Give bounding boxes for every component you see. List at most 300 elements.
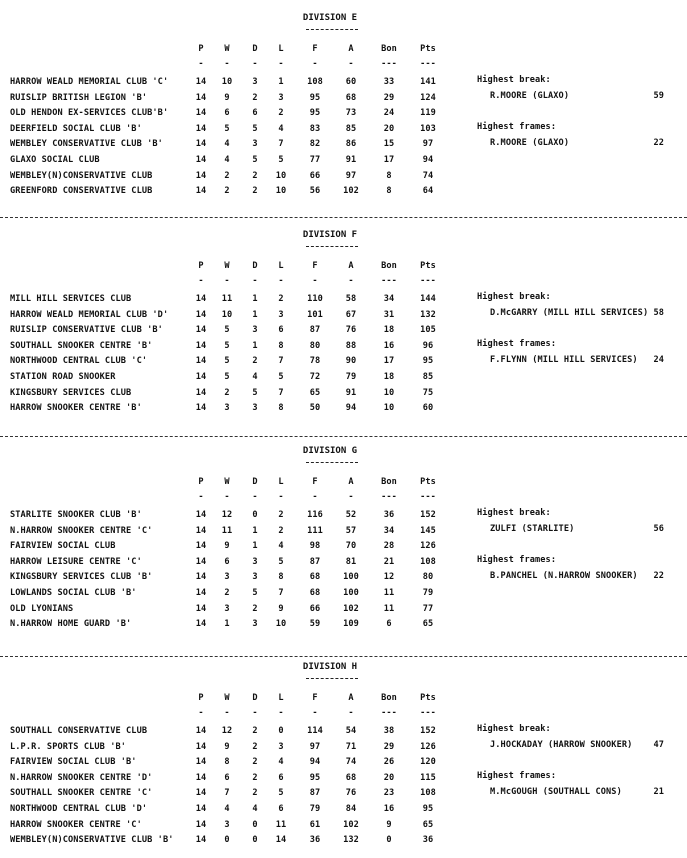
cell-d: 4 xyxy=(252,372,258,382)
cell-bon: 10 xyxy=(383,403,395,414)
cell-bon: 33 xyxy=(383,77,395,87)
cell-w: 1 xyxy=(224,619,230,630)
highest-break-label: Highest break: xyxy=(477,292,551,302)
cell-pts: 108 xyxy=(420,556,436,567)
team-name: WEMBLEY CONSERVATIVE CLUB 'B' xyxy=(10,139,163,150)
cell-w: 10 xyxy=(221,77,233,87)
team-name: HARROW SNOOKER CENTRE 'C' xyxy=(10,819,142,830)
cell-d: 4 xyxy=(252,804,258,814)
team-name: MILL HILL SERVICES CLUB xyxy=(10,294,132,304)
cell-a: 54 xyxy=(345,726,357,736)
cell-w: 4 xyxy=(224,155,230,165)
highest-break-value: 58 xyxy=(653,307,664,318)
column-header-pts: Pts xyxy=(420,44,436,54)
column-header-a: A xyxy=(348,44,354,54)
cell-d: 3 xyxy=(252,556,258,567)
cell-w: 5 xyxy=(224,340,230,351)
cell-l: 2 xyxy=(278,525,284,536)
cell-bon: 23 xyxy=(383,788,395,799)
cell-l: 6 xyxy=(278,325,284,336)
cell-f: 101 xyxy=(307,309,323,320)
cell-p: 14 xyxy=(195,77,207,87)
column-header-dash: - xyxy=(252,708,258,718)
column-header-f: F xyxy=(312,44,318,54)
cell-a: 71 xyxy=(345,741,357,752)
team-name: WEMBLEY(N)CONSERVATIVE CLUB xyxy=(10,170,153,181)
cell-a: 102 xyxy=(343,603,359,614)
cell-f: 110 xyxy=(307,294,323,304)
team-name: L.P.R. SPORTS CLUB 'B' xyxy=(10,741,127,752)
cell-a: 90 xyxy=(345,356,357,367)
cell-p: 14 xyxy=(195,294,207,304)
division-title: DIVISION E xyxy=(302,13,358,23)
cell-pts: 145 xyxy=(420,525,436,536)
cell-w: 2 xyxy=(224,186,230,197)
cell-pts: 75 xyxy=(422,387,434,398)
cell-p: 14 xyxy=(195,572,207,583)
cell-a: 76 xyxy=(345,788,357,799)
column-header-l: L xyxy=(278,44,284,54)
cell-a: 132 xyxy=(343,835,359,846)
cell-d: 0 xyxy=(252,510,258,520)
team-name: STARLITE SNOOKER CLUB 'B' xyxy=(10,510,142,520)
cell-l: 9 xyxy=(278,603,284,614)
column-header-dash: - xyxy=(224,276,230,286)
cell-f: 108 xyxy=(307,77,323,87)
cell-d: 2 xyxy=(252,170,258,181)
cell-l: 7 xyxy=(278,356,284,367)
cell-bon: 34 xyxy=(383,525,395,536)
cell-pts: 119 xyxy=(420,108,436,119)
cell-l: 5 xyxy=(278,788,284,799)
cell-bon: 31 xyxy=(383,309,395,320)
cell-w: 9 xyxy=(224,92,230,103)
cell-pts: 80 xyxy=(422,572,434,583)
cell-pts: 74 xyxy=(422,170,434,181)
cell-a: 85 xyxy=(345,123,357,134)
cell-pts: 115 xyxy=(420,772,436,783)
column-header-w: W xyxy=(224,261,230,271)
cell-bon: 28 xyxy=(383,541,395,552)
highest-frames-label: Highest frames: xyxy=(477,122,557,132)
cell-w: 4 xyxy=(224,804,230,814)
cell-l: 10 xyxy=(275,170,287,181)
division-title-underline xyxy=(306,246,358,247)
cell-p: 14 xyxy=(195,588,207,598)
cell-p: 14 xyxy=(195,123,207,134)
team-name: GREENFORD CONSERVATIVE CLUB xyxy=(10,186,153,197)
cell-a: 57 xyxy=(345,525,357,536)
column-header-a: A xyxy=(348,693,354,703)
cell-p: 14 xyxy=(195,510,207,520)
column-header-dash: --- xyxy=(420,59,436,69)
cell-a: 100 xyxy=(343,572,359,583)
team-name: N.HARROW HOME GUARD 'B' xyxy=(10,619,132,630)
column-header-a: A xyxy=(348,477,354,487)
cell-a: 100 xyxy=(343,588,359,598)
cell-l: 2 xyxy=(278,510,284,520)
cell-pts: 132 xyxy=(420,309,436,320)
column-header-dash: - xyxy=(224,708,230,718)
cell-f: 72 xyxy=(309,372,321,382)
cell-pts: 152 xyxy=(420,726,436,736)
cell-a: 91 xyxy=(345,387,357,398)
cell-pts: 64 xyxy=(422,186,434,197)
cell-p: 14 xyxy=(195,541,207,552)
cell-d: 3 xyxy=(252,619,258,630)
cell-p: 14 xyxy=(195,556,207,567)
cell-l: 8 xyxy=(278,403,284,414)
cell-w: 8 xyxy=(224,757,230,768)
cell-w: 11 xyxy=(221,294,233,304)
column-header-dash: - xyxy=(348,276,354,286)
cell-w: 3 xyxy=(224,572,230,583)
column-header-dash: - xyxy=(278,59,284,69)
column-header-p: P xyxy=(198,261,204,271)
column-header-dash: - xyxy=(252,276,258,286)
division-title-underline xyxy=(306,678,358,679)
cell-bon: 11 xyxy=(383,588,395,598)
cell-bon: 17 xyxy=(383,155,395,165)
cell-f: 87 xyxy=(309,788,321,799)
cell-w: 3 xyxy=(224,403,230,414)
column-header-pts: Pts xyxy=(420,693,436,703)
cell-f: 94 xyxy=(309,757,321,768)
cell-l: 2 xyxy=(278,108,284,119)
team-name: SOUTHALL CONSERVATIVE CLUB xyxy=(10,726,148,736)
cell-f: 114 xyxy=(307,726,323,736)
cell-w: 11 xyxy=(221,525,233,536)
cell-f: 83 xyxy=(309,123,321,134)
cell-d: 5 xyxy=(252,155,258,165)
cell-f: 59 xyxy=(309,619,321,630)
cell-p: 14 xyxy=(195,372,207,382)
cell-d: 5 xyxy=(252,387,258,398)
team-name: NORTHWOOD CENTRAL CLUB 'D' xyxy=(10,804,148,814)
cell-p: 14 xyxy=(195,819,207,830)
cell-d: 1 xyxy=(252,541,258,552)
cell-p: 14 xyxy=(195,170,207,181)
column-header-dash: - xyxy=(312,59,318,69)
cell-a: 73 xyxy=(345,108,357,119)
column-header-bon: Bon xyxy=(381,261,397,271)
team-name: NORTHWOOD CENTRAL CLUB 'C' xyxy=(10,356,148,367)
cell-w: 12 xyxy=(221,510,233,520)
team-name: KINGSBURY SERVICES CLUB 'B' xyxy=(10,572,153,583)
cell-pts: 60 xyxy=(422,403,434,414)
cell-d: 0 xyxy=(252,819,258,830)
cell-pts: 108 xyxy=(420,788,436,799)
cell-l: 7 xyxy=(278,387,284,398)
highest-break-player: D.McGARRY (MILL HILL SERVICES) xyxy=(490,307,649,318)
team-name: SOUTHALL SNOOKER CENTRE 'B' xyxy=(10,340,153,351)
cell-a: 79 xyxy=(345,372,357,382)
cell-pts: 65 xyxy=(422,619,434,630)
cell-a: 68 xyxy=(345,92,357,103)
cell-bon: 6 xyxy=(386,619,392,630)
column-header-pts: Pts xyxy=(420,477,436,487)
column-header-bon: Bon xyxy=(381,44,397,54)
cell-bon: 24 xyxy=(383,108,395,119)
cell-f: 80 xyxy=(309,340,321,351)
cell-d: 5 xyxy=(252,123,258,134)
column-header-dash: - xyxy=(348,59,354,69)
cell-d: 2 xyxy=(252,788,258,799)
team-name: KINGSBURY SERVICES CLUB xyxy=(10,387,132,398)
cell-pts: 36 xyxy=(422,835,434,846)
cell-pts: 120 xyxy=(420,757,436,768)
cell-p: 14 xyxy=(195,835,207,846)
cell-a: 102 xyxy=(343,819,359,830)
cell-bon: 38 xyxy=(383,726,395,736)
highest-frames-value: 21 xyxy=(653,786,664,797)
cell-l: 6 xyxy=(278,772,284,783)
team-name: FAIRVIEW SOCIAL CLUB 'B' xyxy=(10,757,137,768)
highest-frames-player: F.FLYNN (MILL HILL SERVICES) xyxy=(490,354,638,365)
cell-f: 82 xyxy=(309,139,321,150)
team-name: OLD LYONIANS xyxy=(10,603,74,614)
highest-break-player: R.MOORE (GLAXO) xyxy=(490,90,570,101)
cell-l: 5 xyxy=(278,155,284,165)
cell-f: 95 xyxy=(309,772,321,783)
cell-d: 2 xyxy=(252,726,258,736)
column-header-f: F xyxy=(312,477,318,487)
cell-w: 6 xyxy=(224,556,230,567)
division-title-underline xyxy=(306,29,358,30)
team-name: HARROW LEISURE CENTRE 'C' xyxy=(10,556,142,567)
cell-l: 4 xyxy=(278,123,284,134)
cell-w: 5 xyxy=(224,372,230,382)
cell-f: 66 xyxy=(309,170,321,181)
cell-l: 3 xyxy=(278,741,284,752)
column-header-dash: - xyxy=(312,708,318,718)
division-separator xyxy=(0,217,687,218)
cell-d: 2 xyxy=(252,356,258,367)
cell-d: 5 xyxy=(252,588,258,598)
cell-w: 9 xyxy=(224,741,230,752)
cell-p: 14 xyxy=(195,741,207,752)
highest-break-label: Highest break: xyxy=(477,75,551,85)
cell-d: 3 xyxy=(252,325,258,336)
cell-d: 2 xyxy=(252,772,258,783)
cell-bon: 8 xyxy=(386,170,392,181)
cell-a: 67 xyxy=(345,309,357,320)
cell-l: 8 xyxy=(278,572,284,583)
team-name: OLD HENDON EX-SERVICES CLUB'B' xyxy=(10,108,169,119)
cell-f: 50 xyxy=(309,403,321,414)
cell-bon: 16 xyxy=(383,340,395,351)
cell-p: 14 xyxy=(195,325,207,336)
column-header-bon: Bon xyxy=(381,477,397,487)
cell-w: 12 xyxy=(221,726,233,736)
team-name: RUISLIP BRITISH LEGION 'B' xyxy=(10,92,148,103)
cell-w: 2 xyxy=(224,588,230,598)
column-header-d: D xyxy=(252,44,258,54)
column-header-a: A xyxy=(348,261,354,271)
cell-pts: 96 xyxy=(422,340,434,351)
division-title: DIVISION F xyxy=(302,230,358,240)
team-name: STATION ROAD SNOOKER xyxy=(10,372,116,382)
highest-frames-label: Highest frames: xyxy=(477,771,557,781)
cell-a: 81 xyxy=(345,556,357,567)
cell-l: 4 xyxy=(278,541,284,552)
cell-l: 1 xyxy=(278,77,284,87)
cell-a: 94 xyxy=(345,403,357,414)
cell-p: 14 xyxy=(195,356,207,367)
cell-p: 14 xyxy=(195,92,207,103)
cell-d: 2 xyxy=(252,757,258,768)
cell-pts: 95 xyxy=(422,804,434,814)
cell-f: 79 xyxy=(309,804,321,814)
team-name: HARROW SNOOKER CENTRE 'B' xyxy=(10,403,142,414)
cell-w: 3 xyxy=(224,819,230,830)
cell-w: 9 xyxy=(224,541,230,552)
highest-frames-value: 24 xyxy=(653,354,664,365)
highest-frames-value: 22 xyxy=(653,137,664,148)
cell-w: 5 xyxy=(224,123,230,134)
column-header-dash: - xyxy=(278,276,284,286)
cell-pts: 85 xyxy=(422,372,434,382)
cell-bon: 26 xyxy=(383,757,395,768)
highest-break-value: 59 xyxy=(653,90,664,101)
cell-pts: 105 xyxy=(420,325,436,336)
cell-bon: 15 xyxy=(383,139,395,150)
cell-w: 5 xyxy=(224,325,230,336)
highest-frames-player: M.McGOUGH (SOUTHALL CONS) xyxy=(490,786,622,797)
cell-bon: 12 xyxy=(383,572,395,583)
team-name: DEERFIELD SOCIAL CLUB 'B' xyxy=(10,123,142,134)
column-header-w: W xyxy=(224,693,230,703)
column-header-dash: --- xyxy=(420,276,436,286)
column-header-w: W xyxy=(224,477,230,487)
cell-w: 2 xyxy=(224,387,230,398)
cell-pts: 126 xyxy=(420,541,436,552)
column-header-dash: - xyxy=(198,59,204,69)
cell-a: 74 xyxy=(345,757,357,768)
cell-l: 5 xyxy=(278,372,284,382)
cell-a: 58 xyxy=(345,294,357,304)
cell-w: 10 xyxy=(221,309,233,320)
cell-bon: 11 xyxy=(383,603,395,614)
cell-l: 8 xyxy=(278,340,284,351)
column-header-d: D xyxy=(252,693,258,703)
cell-pts: 144 xyxy=(420,294,436,304)
cell-f: 77 xyxy=(309,155,321,165)
cell-d: 0 xyxy=(252,835,258,846)
cell-f: 87 xyxy=(309,325,321,336)
cell-a: 60 xyxy=(345,77,357,87)
cell-p: 14 xyxy=(195,726,207,736)
cell-d: 3 xyxy=(252,77,258,87)
column-header-dash: - xyxy=(348,492,354,502)
highest-break-value: 56 xyxy=(653,523,664,534)
team-name: HARROW WEALD MEMORIAL CLUB 'C' xyxy=(10,77,169,87)
cell-f: 36 xyxy=(309,835,321,846)
cell-f: 68 xyxy=(309,588,321,598)
cell-w: 2 xyxy=(224,170,230,181)
division-title: DIVISION H xyxy=(302,662,358,672)
cell-p: 14 xyxy=(195,403,207,414)
cell-bon: 0 xyxy=(386,835,392,846)
column-header-dash: - xyxy=(348,708,354,718)
cell-l: 2 xyxy=(278,294,284,304)
division-title-underline xyxy=(306,462,358,463)
cell-f: 97 xyxy=(309,741,321,752)
cell-p: 14 xyxy=(195,788,207,799)
team-name: HARROW WEALD MEMORIAL CLUB 'D' xyxy=(10,309,169,320)
column-header-dash: --- xyxy=(381,276,397,286)
cell-w: 0 xyxy=(224,835,230,846)
highest-break-player: ZULFI (STARLITE) xyxy=(490,523,575,534)
cell-l: 10 xyxy=(275,619,287,630)
highest-break-label: Highest break: xyxy=(477,724,551,734)
cell-f: 68 xyxy=(309,572,321,583)
cell-f: 61 xyxy=(309,819,321,830)
column-header-p: P xyxy=(198,44,204,54)
cell-bon: 16 xyxy=(383,804,395,814)
cell-d: 1 xyxy=(252,309,258,320)
cell-pts: 124 xyxy=(420,92,436,103)
team-name: N.HARROW SNOOKER CENTRE 'C' xyxy=(10,525,153,536)
cell-w: 5 xyxy=(224,356,230,367)
column-header-dash: - xyxy=(224,59,230,69)
highest-break-label: Highest break: xyxy=(477,508,551,518)
column-header-bon: Bon xyxy=(381,693,397,703)
highest-frames-value: 22 xyxy=(653,570,664,581)
cell-l: 0 xyxy=(278,726,284,736)
cell-f: 98 xyxy=(309,541,321,552)
column-header-dash: - xyxy=(278,492,284,502)
cell-bon: 18 xyxy=(383,325,395,336)
column-header-dash: --- xyxy=(420,708,436,718)
column-header-p: P xyxy=(198,693,204,703)
team-name: FAIRVIEW SOCIAL CLUB xyxy=(10,541,116,552)
column-header-d: D xyxy=(252,261,258,271)
cell-f: 65 xyxy=(309,387,321,398)
cell-a: 68 xyxy=(345,772,357,783)
column-header-d: D xyxy=(252,477,258,487)
cell-f: 95 xyxy=(309,92,321,103)
cell-pts: 65 xyxy=(422,819,434,830)
cell-d: 2 xyxy=(252,741,258,752)
cell-pts: 141 xyxy=(420,77,436,87)
cell-w: 3 xyxy=(224,603,230,614)
cell-l: 14 xyxy=(275,835,287,846)
column-header-f: F xyxy=(312,693,318,703)
team-name: LOWLANDS SOCIAL CLUB 'B' xyxy=(10,588,137,598)
cell-l: 3 xyxy=(278,309,284,320)
cell-f: 78 xyxy=(309,356,321,367)
cell-p: 14 xyxy=(195,186,207,197)
column-header-dash: - xyxy=(312,492,318,502)
cell-d: 3 xyxy=(252,403,258,414)
cell-p: 14 xyxy=(195,387,207,398)
cell-d: 3 xyxy=(252,572,258,583)
cell-d: 3 xyxy=(252,139,258,150)
column-header-dash: --- xyxy=(381,59,397,69)
division-separator xyxy=(0,656,687,657)
cell-l: 6 xyxy=(278,804,284,814)
team-name: RUISLIP CONSERVATIVE CLUB 'B' xyxy=(10,325,163,336)
column-header-dash: - xyxy=(278,708,284,718)
cell-a: 84 xyxy=(345,804,357,814)
cell-l: 5 xyxy=(278,556,284,567)
column-header-l: L xyxy=(278,261,284,271)
cell-p: 14 xyxy=(195,309,207,320)
cell-bon: 20 xyxy=(383,772,395,783)
cell-p: 14 xyxy=(195,772,207,783)
cell-bon: 36 xyxy=(383,510,395,520)
